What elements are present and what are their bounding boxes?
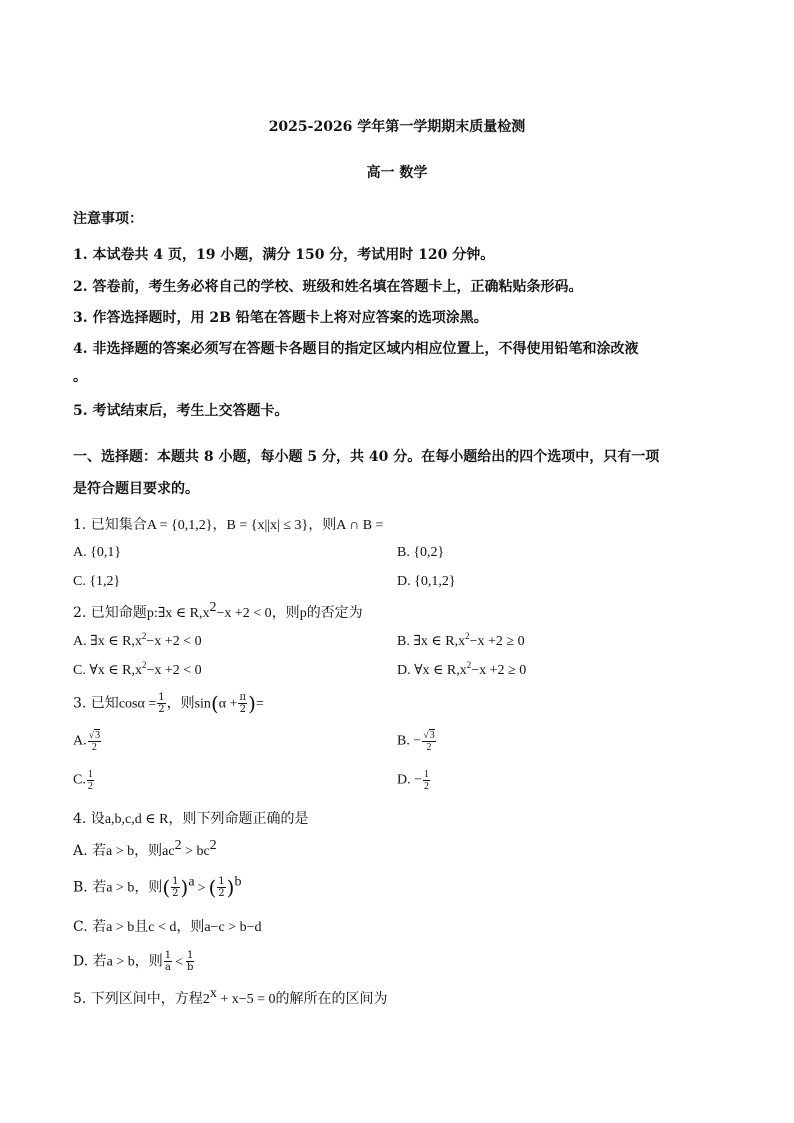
q4-d-den1: a — [164, 962, 171, 973]
question-1-stem — [73, 514, 383, 534]
q3-lparen: ( — [210, 691, 219, 716]
q4-d-num1: 1 — [164, 950, 172, 961]
notes-heading: 注意事项： — [73, 211, 143, 227]
q3-pi: π — [239, 692, 247, 703]
q4-b-then: ，则 — [134, 879, 163, 896]
q1-prefix: 1. 已知集合 — [73, 517, 147, 533]
q1-mid: ，则 — [308, 517, 337, 533]
q3-a-frac — [88, 730, 102, 753]
q4-c-then: ，则 — [176, 919, 205, 935]
q2-d-part2: −x +2 ≥ 0 — [471, 663, 527, 678]
note-item-2: 2. 答卷前，考生务必将自己的学校、班级和姓名填在答题卡上，正确粘贴条形码。 — [73, 279, 583, 295]
q4-c-res: a−c > b−d — [204, 920, 262, 935]
q1-expr: A ∩ B = — [336, 518, 384, 533]
q5-prefix: 5. 下列区间中，方程 — [73, 991, 203, 1007]
q3-option-c — [73, 769, 95, 792]
section-heading-line1: 一、选择题：本题共 8 小题，每小题 5 分，共 40 分。在每小题给出的四个选项中，只有一项 — [73, 449, 660, 465]
section-heading-line2: 是符合题目要求的。 — [73, 481, 199, 497]
q4-option-b — [73, 876, 241, 899]
q3-c-frac — [87, 769, 94, 792]
q4-b-rparen2: ) — [226, 875, 235, 900]
q4-b-lparen1: ( — [162, 875, 171, 900]
q4-b-exp-a: a — [188, 874, 195, 890]
q3-c-num: 1 — [87, 769, 93, 780]
q1-option-c: C. {1,2} — [73, 574, 121, 589]
q1-sep: ， — [212, 517, 227, 533]
q3-mid: ，则 — [166, 695, 195, 712]
q3-a-rad: 3 — [95, 730, 101, 741]
q4-b-exp-b: b — [234, 874, 242, 890]
q4-c-and: 且 — [134, 919, 149, 935]
q3-fraction-half — [157, 692, 165, 715]
q2-option-b — [397, 633, 525, 650]
q2-a-part2: −x +2 < 0 — [146, 634, 202, 649]
q4-c-label: C. 若 — [73, 919, 107, 935]
exam-title: 2025-2026 学年第一学期期末质量检测 — [268, 119, 526, 135]
q5-eq: + x−5 = 0 — [216, 992, 276, 1007]
q4-a-res2: > bc — [181, 844, 210, 859]
q4-b-den1: 2 — [172, 888, 179, 899]
q3-d-label: D. − — [397, 772, 423, 788]
q4-a-sq2: 2 — [209, 838, 217, 853]
q2-b-part1: B. ∃x ∈ R,x — [397, 634, 466, 649]
q1-option-b: B. {0,2} — [397, 545, 445, 560]
q2-c-part1: C. ∀x ∈ R,x — [73, 663, 142, 678]
q4-c-cond2: c < d — [148, 920, 177, 935]
q4-option-a — [73, 840, 217, 860]
q4-c-cond1: a > b — [106, 920, 135, 935]
note-item-4-cont: 。 — [73, 369, 87, 385]
note-item-1: 1. 本试卷共 4 页，19 小题，满分 150 分，考试用时 120 分钟。 — [73, 247, 495, 263]
question-4-stem — [73, 808, 308, 828]
q4-d-den2: b — [187, 962, 194, 973]
q3-cos: cosα = — [118, 696, 157, 712]
q4-a-sq1: 2 — [174, 838, 182, 853]
q3-half-num: 1 — [158, 692, 165, 703]
question-2-stem — [73, 602, 363, 622]
q4-a-label: A. 若 — [73, 843, 107, 859]
q2-option-d — [397, 662, 526, 679]
q2-prefix: 2. 已知命题 — [73, 605, 147, 621]
q4-option-c — [73, 916, 261, 936]
q4-d-frac2 — [186, 950, 194, 973]
q2-a-part1: A. ∃x ∈ R,x — [73, 634, 142, 649]
q2-suffix: ，则 — [271, 605, 300, 621]
note-item-3: 3. 作答选择题时，用 2B 铅笔在答题卡上将对应答案的选项涂黑。 — [73, 310, 488, 326]
q2-c-sq: 2 — [142, 660, 147, 670]
q3-alpha: α + — [218, 696, 238, 712]
q4-b-lparen2: ( — [208, 875, 217, 900]
q3-option-b — [397, 730, 437, 753]
question-3-stem — [73, 692, 264, 715]
q4-d-num2: 1 — [187, 950, 194, 961]
note-item-5: 5. 考试结束后，考生上交答题卡。 — [73, 403, 289, 419]
q4-b-num1: 1 — [172, 876, 179, 887]
q3-eq: = — [255, 696, 264, 712]
q3-d-frac — [423, 769, 430, 792]
q3-rparen: ) — [248, 691, 256, 716]
q4-tail: ，则下列命题正确的是 — [168, 811, 309, 827]
note-item-4: 4. 非选择题的答案必须写在答题卡各题目的指定区域内相应位置上，不得使用铅笔和涂改液 — [73, 341, 639, 357]
q3-c-label: C. — [73, 772, 86, 788]
q2-b-sq: 2 — [465, 631, 470, 641]
q4-option-d — [73, 950, 195, 973]
exam-subtitle: 高一 数学 — [366, 165, 428, 181]
q3-b-den: 2 — [426, 742, 432, 753]
q2-d-sq: 2 — [466, 660, 472, 670]
q3-sin: sin — [194, 696, 211, 712]
q2-a-sq: 2 — [141, 631, 147, 641]
q4-b-gt: > — [197, 880, 206, 896]
q2-option-a — [73, 633, 202, 650]
q5-suffix: 的解所在的区间为 — [275, 991, 388, 1007]
q3-d-num: 1 — [424, 769, 430, 780]
q3-b-label: B. − — [397, 733, 422, 749]
q3-a-num: √3 — [88, 730, 101, 741]
q4-a-then: ，则 — [134, 843, 163, 859]
q4-b-frac2 — [217, 876, 225, 899]
q4-a-cond: a > b — [106, 844, 135, 859]
q3-b-rad: 3 — [429, 730, 435, 741]
q3-prefix: 3. 已知 — [73, 695, 119, 712]
q1-option-a: A. {0,1} — [73, 545, 122, 560]
q3-d-den: 2 — [424, 781, 430, 792]
q5-exp: x — [209, 986, 217, 1001]
q2-prop-2: −x +2 < 0 — [216, 606, 272, 621]
q3-option-d — [397, 769, 431, 792]
q4-b-frac1 — [171, 876, 179, 899]
q4-b-num2: 1 — [218, 876, 225, 887]
q2-d-part1: D. ∀x ∈ R,x — [397, 663, 467, 678]
q3-c-den: 2 — [87, 781, 93, 792]
q5-base: 2 — [202, 992, 210, 1007]
q4-prefix: 4. 设 — [73, 811, 105, 827]
q4-d-lt: < — [175, 954, 184, 970]
q3-a-den: 2 — [91, 742, 97, 753]
q4-d-frac1 — [164, 950, 172, 973]
q3-option-a — [73, 730, 102, 753]
q2-option-c — [73, 662, 202, 679]
q1-set-b: B = {x||x| ≤ 3} — [226, 518, 309, 533]
q3-a-label: A. — [73, 733, 87, 749]
q3-fraction-pi — [238, 692, 247, 715]
q4-b-rparen1: ) — [180, 875, 189, 900]
q4-a-res1: ac — [162, 844, 175, 859]
q4-d-cond: a > b — [106, 954, 135, 970]
q4-vars: a,b,c,d ∈ R — [104, 812, 169, 827]
q4-b-label: B. 若 — [73, 879, 107, 896]
q2-tail: 的否定为 — [306, 605, 363, 621]
q4-b-den2: 2 — [218, 888, 225, 899]
q4-d-then: ，则 — [134, 953, 163, 970]
q2-c-part2: −x +2 < 0 — [146, 663, 202, 678]
q1-set-a: A = {0,1,2} — [146, 518, 213, 533]
q4-d-label: D. 若 — [73, 953, 107, 970]
q4-b-cond: a > b — [106, 880, 135, 896]
q2-sq: 2 — [209, 600, 217, 615]
q2-prop-1: p:∃x ∈ R,x — [146, 606, 210, 621]
q1-option-d: D. {0,1,2} — [397, 574, 456, 589]
q3-half-den: 2 — [158, 704, 165, 715]
q3-b-frac — [422, 730, 436, 753]
q2-p: p — [299, 606, 307, 621]
question-5-stem — [73, 988, 388, 1008]
q2-b-part2: −x +2 ≥ 0 — [469, 634, 525, 649]
q3-b-num: √3 — [423, 730, 435, 741]
q3-pi-den: 2 — [239, 704, 246, 715]
